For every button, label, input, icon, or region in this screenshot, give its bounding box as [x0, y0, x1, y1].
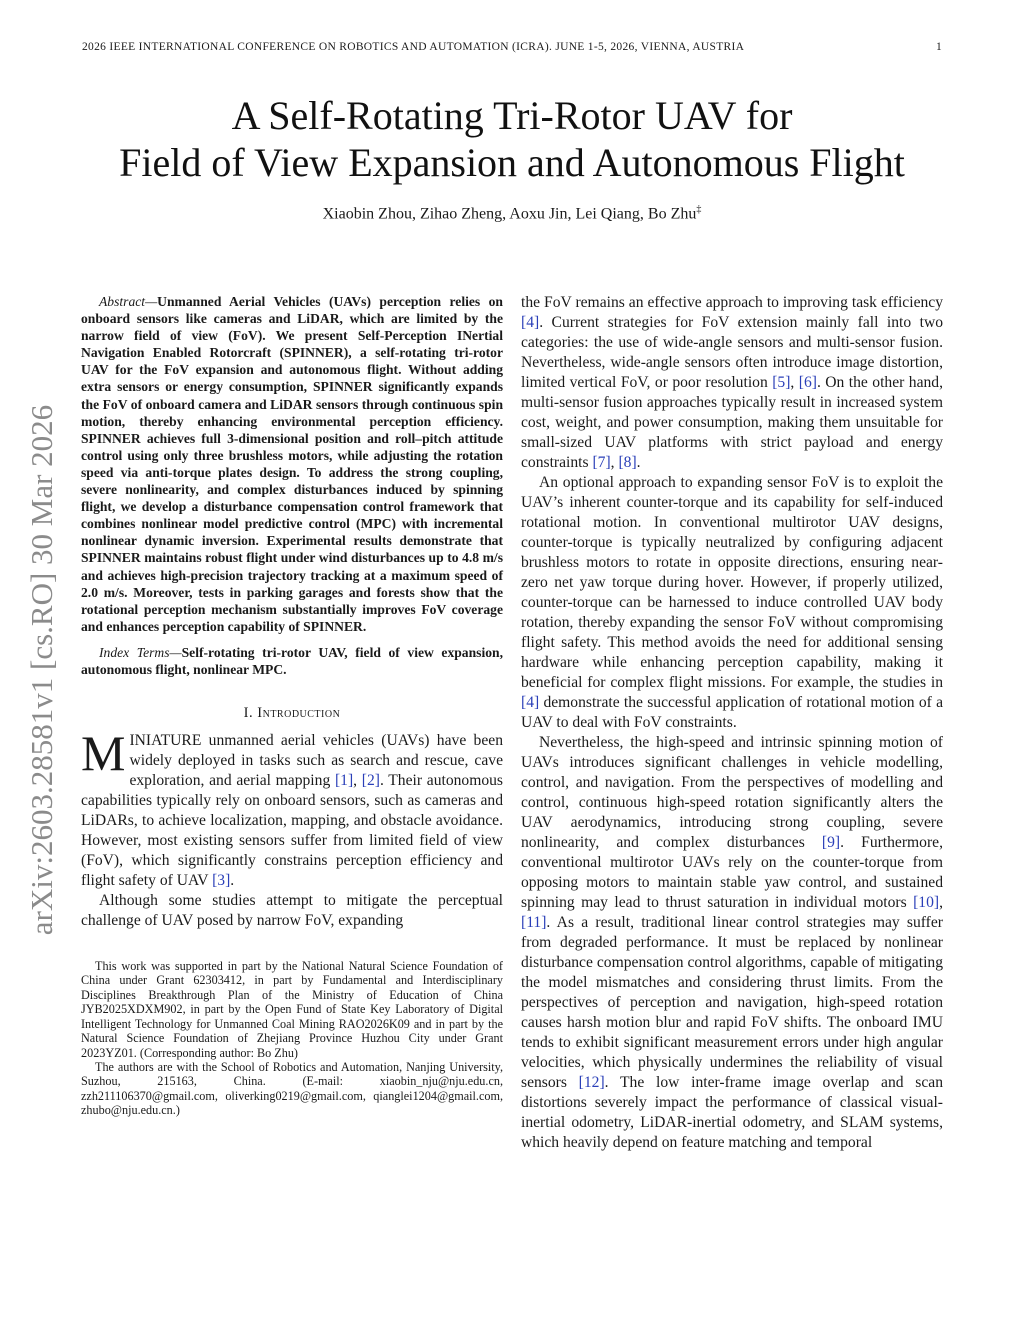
intro-paragraph-2: Although some studies attempt to mitigate the perceptual challenge of UAV posed by narrow FoV, expanding — [81, 892, 503, 930]
citation-link[interactable]: [4] — [521, 694, 540, 711]
text-segment: Nevertheless, the high-speed and intrinsic spinning motion of UAVs introduces significant challenges in vehicle modelling, control, and navigation. From the perspectives of modelling and control, continuous high-speed rotation significantly alters the UAV aerodynamics, introducing strong coupling, severe nonlinearity, and complex disturbances — [521, 734, 943, 851]
index-terms — [81, 644, 503, 678]
text-segment: the FoV remains an effective approach to improving task efficiency — [521, 294, 943, 311]
text-segment: , — [939, 894, 943, 911]
right-paragraph-3 — [521, 733, 943, 1153]
citation-link[interactable]: [7] — [592, 454, 611, 471]
section-numeral: I. — [243, 705, 258, 722]
citation-link[interactable]: [3] — [212, 872, 231, 890]
section-heading-introduction — [81, 705, 503, 722]
text-segment: . Furthermore, conventional multirotor UAVs rely on the counter-torque from opposing motors to maintain stable yaw control, and sustained spinning may lead to thrust saturation in individual motors — [521, 834, 943, 911]
affiliation-footnote: The authors are with the School of Robotics and Automation, Nanjing University, Suzhou, 215163, China. (E-mail: xiaobin_nju@nju.edu.cn, zzh211106370@gmail.com, oliverking0219@gmail.com, qianglei1204@gmail.com, zhubo@nju.edu.cn.) — [81, 1059, 503, 1118]
conference-header: 2026 IEEE INTERNATIONAL CONFERENCE ON ROBOTICS AND AUTOMATION (ICRA). JUNE 1-5, 2026, VIENNA, AUSTRIA — [82, 41, 745, 53]
abstract-text: Unmanned Aerial Vehicles (UAVs) perception relies on onboard sensors like cameras and LiDAR, which are limited by the narrow field of view (FoV). We present Self-Perception INertial Navigation Enabled Rotorcraft (SPINNER), a self-rotating tri-rotor UAV for the FoV expansion and autonomous flight. Without adding extra sensors or energy consumption, SPINNER significantly expands the FoV of onboard camera and LiDAR sensors through continuous spin motion, thereby enhancing environmental perception efficiency. SPINNER achieves full 3-dimensional position and roll–pitch attitude control using only three brushless motors, while adjusting the rotation speed via anti-torque plates design. To address the strong coupling, severe nonlinearity, and complex disturbances induced by spinning flight, we develop a disturbance compensation control framework that combines nonlinear model predictive control (MPC) with incremental nonlinear dynamic inversion. Experimental results demonstrate that SPINNER maintains robust flight under wind disturbances up to 4.8 m/s and achieves high-precision trajectory tracking at a maximum speed of 2.0 m/s. Moreover, tests in parking garages and forests show that the rotational perception mechanism substantially improves FoV coverage and enhances perception capability of SPINNER. — [81, 294, 503, 634]
text-segment: . Their autonomous capabilities typically rely on onboard sensors, such as cameras and LiDARs, to achieve localization, mapping, and obstacle avoidance. However, most existing sensors suffer from limited field of view (FoV), which significantly constrains perception efficiency and flight safety of UAV — [81, 772, 504, 890]
right-paragraph-2 — [521, 473, 943, 733]
page-number: 1 — [935, 41, 942, 53]
text-segment: , — [610, 454, 619, 471]
index-terms-label: Index Terms — [99, 644, 170, 660]
text-segment: demonstrate the successful application of rotational motion of a UAV to deal with FoV constraints. — [521, 694, 943, 731]
arxiv-stamp — [18, 370, 66, 970]
text-segment: , — [353, 772, 362, 790]
title-block — [0, 92, 1024, 223]
running-header — [0, 41, 1024, 57]
index-terms-text: Self-rotating tri-rotor UAV, field of view expansion, autonomous flight, nonlinear MPC. — [81, 644, 503, 677]
text-segment: . As a result, traditional linear control strategies may suffer from degraded performance. It must be replaced by nonlinear disturbance compensation control algorithms, capable of mitigating the model mismatches and considering thrust limits. From the perspectives of perception and navigation, high-speed rotation causes harsh motion blur and rapid FoV shifts. The onboard IMU tends to exhibit significant measurement errors under high angular velocities, which physically undermines the reliability of visual sensors — [521, 914, 943, 1091]
footnotes — [81, 959, 503, 1117]
citation-link[interactable]: [9] — [821, 834, 841, 851]
citation-link[interactable]: [1] — [334, 772, 354, 790]
paper-title-line-2: Field of View Expansion and Autonomous Flight — [119, 140, 905, 185]
index-terms-dash: — — [169, 644, 182, 660]
section-title: Introduction — [257, 705, 341, 722]
citation-link[interactable]: [12] — [578, 1074, 605, 1091]
author-list — [0, 204, 1024, 223]
text-segment: . — [636, 454, 641, 471]
citation-link[interactable]: [4] — [521, 314, 540, 331]
citation-link[interactable]: [10] — [913, 894, 940, 911]
drop-cap: M — [81, 725, 126, 782]
paper-title-line-1: A Self-Rotating Tri-Rotor UAV for — [231, 93, 793, 138]
abstract-paragraph — [81, 293, 503, 635]
abstract-dash: — — [145, 294, 158, 309]
text-segment: , — [790, 374, 799, 391]
citation-link[interactable]: [6] — [798, 374, 817, 391]
text-segment: . The low inter-frame image overlap and scan distortions severely impact the performance of classical visual-inertial odometry, LiDAR-inertial odometry, and SLAM systems, which heavily depend on feature matching and temporal — [521, 1074, 944, 1151]
funding-footnote: This work was supported in part by the National Natural Science Foundation of China under Grant 62303412, in part by Fundamental and Interdisciplinary Disciplines Breakthrough Plan of the Ministry of Education of China JYB2025XDXM902, in part by the Open Fund of State Key Laboratory of Digital Intelligent Technology for Unmanned Coal Mining RAO2026K09 and in part by the Natural Science Foundation of Zhejiang Province Huzhou City under Grant 2023YZ01. (Corresponding author: Bo Zhu) — [81, 959, 503, 1060]
abstract — [81, 293, 503, 635]
text-segment: An optional approach to expanding sensor FoV is to exploit the UAV’s inherent counter-torque and its capability for self-induced rotational motion. In conventional multirotor UAV designs, counter-torque is typically neutralized by configuring adjacent brushless motors to rotate in opposite directions, ensuring near-zero net yaw torque during hover. However, if properly utilized, counter-torque can be harnessed to induce controlled UAV body rotation, thereby expanding the sensor FoV without compromising flight safety. This method avoids the need for additional sensing hardware while enhancing perception capability, making it beneficial for complex flight missions. For example, the studies in — [521, 474, 943, 691]
text-segment: . On the other hand, multi-sensor fusion approaches typically result in increased system cost, weight, and power consumption, making them unsuitable for small-sized UAV platforms with strict payload and energy constraints — [521, 374, 943, 471]
intro-body — [81, 725, 504, 931]
intro-paragraph-1 — [81, 725, 504, 891]
text-segment: . Current strategies for FoV extension mainly fall into two categories: the use of wide-angle sensors and multi-sensor fusion. Nevertheless, wide-angle sensors often introduce image distortion, limited vertical FoV, or poor resolution — [521, 314, 943, 391]
author-mark: ‡ — [696, 204, 702, 215]
citation-link[interactable]: [2] — [361, 772, 380, 790]
abstract-label: Abstract — [99, 294, 146, 309]
citation-link[interactable]: [8] — [618, 454, 637, 471]
citation-link[interactable]: [5] — [772, 374, 791, 391]
text-segment: . — [230, 872, 235, 890]
right-paragraph-1 — [521, 293, 943, 473]
right-column — [521, 293, 943, 1153]
author-names: Xiaobin Zhou, Zihao Zheng, Aoxu Jin, Lei Qiang, Bo Zhu — [322, 205, 697, 223]
arxiv-id: arXiv:2603.28581v1 [cs.RO] 30 Mar 2026 — [24, 404, 59, 936]
citation-link[interactable]: [11] — [521, 914, 547, 931]
text-segment: INIATURE unmanned aerial vehicles (UAVs) have been widely deployed in tasks such as search and rescue, cave exploration, and aerial mapping — [129, 732, 503, 790]
left-column — [81, 293, 503, 1118]
